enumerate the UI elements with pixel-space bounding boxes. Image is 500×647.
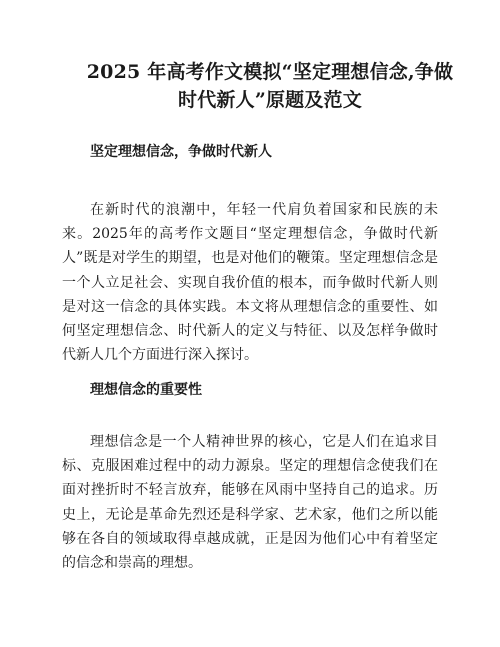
section-heading-importance: 理想信念的重要性 — [90, 382, 202, 398]
section-heading-intro: 坚定理想信念，争做时代新人 — [90, 144, 272, 160]
paragraph-importance: 理想信念是一个人精神世界的核心，它是人们在追求目标、克服困难过程中的动力源泉。坚定的理想信念使我们在面对挫折时不轻言放弃，能够在风雨中坚持自己的追求。历史上，无论是革命先烈还是科学家、艺术家，他们之所以能够在各自的领域取得卓越成就，正是因为他们心中有着坚定的信念和崇高的理想。 — [62, 434, 438, 572]
document-title: 2025 年高考作文模拟“坚定理想信念,争做时代新人”原题及范文 — [86, 61, 454, 111]
paragraph-intro: 在新时代的浪潮中，年轻一代肩负着国家和民族的未来。2025年的高考作文题目“坚定理想信念，争做时代新人”既是对学生的期望，也是对他们的鞭策。坚定理想信念是一个人立足社会、实现自我价值的根本，而争做时代新人则是对这一信念的具体实践。本文将从理想信念的重要性、如何坚定理想信念、时代新人的定义与特征、以及怎样争做时代新人几个方面进行深入探讨。 — [62, 202, 438, 364]
